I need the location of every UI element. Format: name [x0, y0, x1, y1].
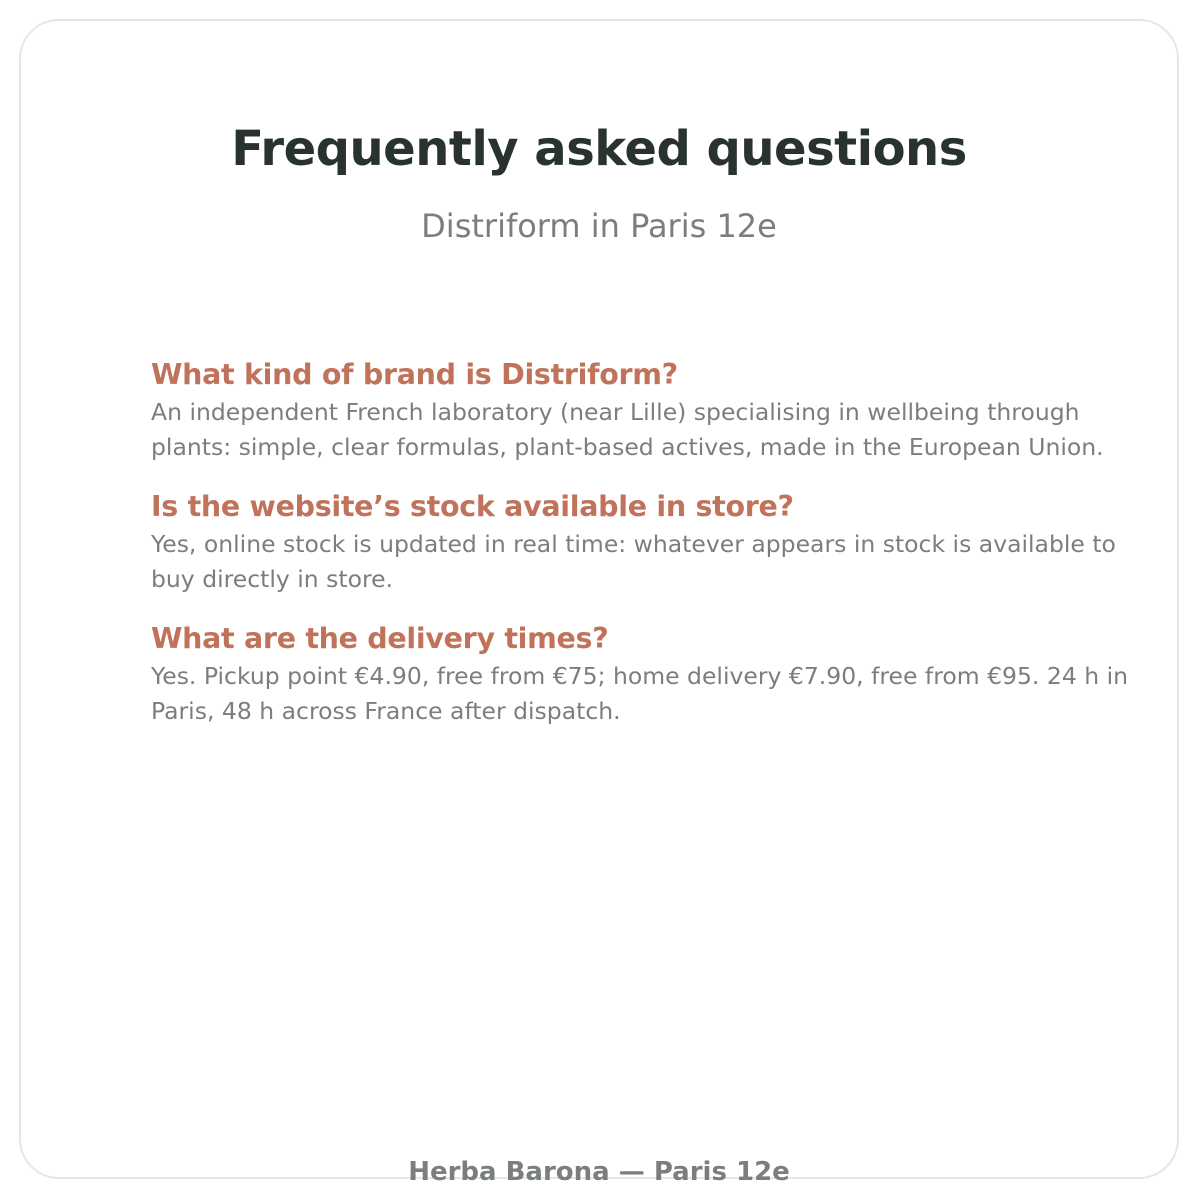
faq-item: [151, 619, 1141, 729]
faq-item: [151, 487, 1141, 597]
page-title: Frequently asked questions: [231, 121, 967, 177]
faq-question: Is the website’s stock available in store?: [151, 490, 794, 523]
faq-question: What are the delivery times?: [151, 622, 609, 655]
faq-answer: An independent French laboratory (near Lille) specialising in wellbeing through plants: simple, clear formulas, plant-based actives, made in the European Union.: [151, 398, 1104, 461]
faq-answer: Yes, online stock is updated in real time: whatever appears in stock is available to buy directly in store.: [151, 530, 1116, 593]
footer-store-name: Herba Barona — Paris 12e: [408, 1157, 790, 1187]
page-subtitle: Distriform in Paris 12e: [421, 207, 777, 245]
faq-question: What kind of brand is Distriform?: [151, 358, 678, 391]
faq-answer: Yes. Pickup point €4.90, free from €75; home delivery €7.90, free from €95. 24 h in Paris, 48 h across France after dispatch.: [151, 662, 1129, 725]
faq-card: [19, 19, 1179, 1187]
faq-list: [151, 355, 1141, 751]
faq-item: [151, 355, 1141, 465]
